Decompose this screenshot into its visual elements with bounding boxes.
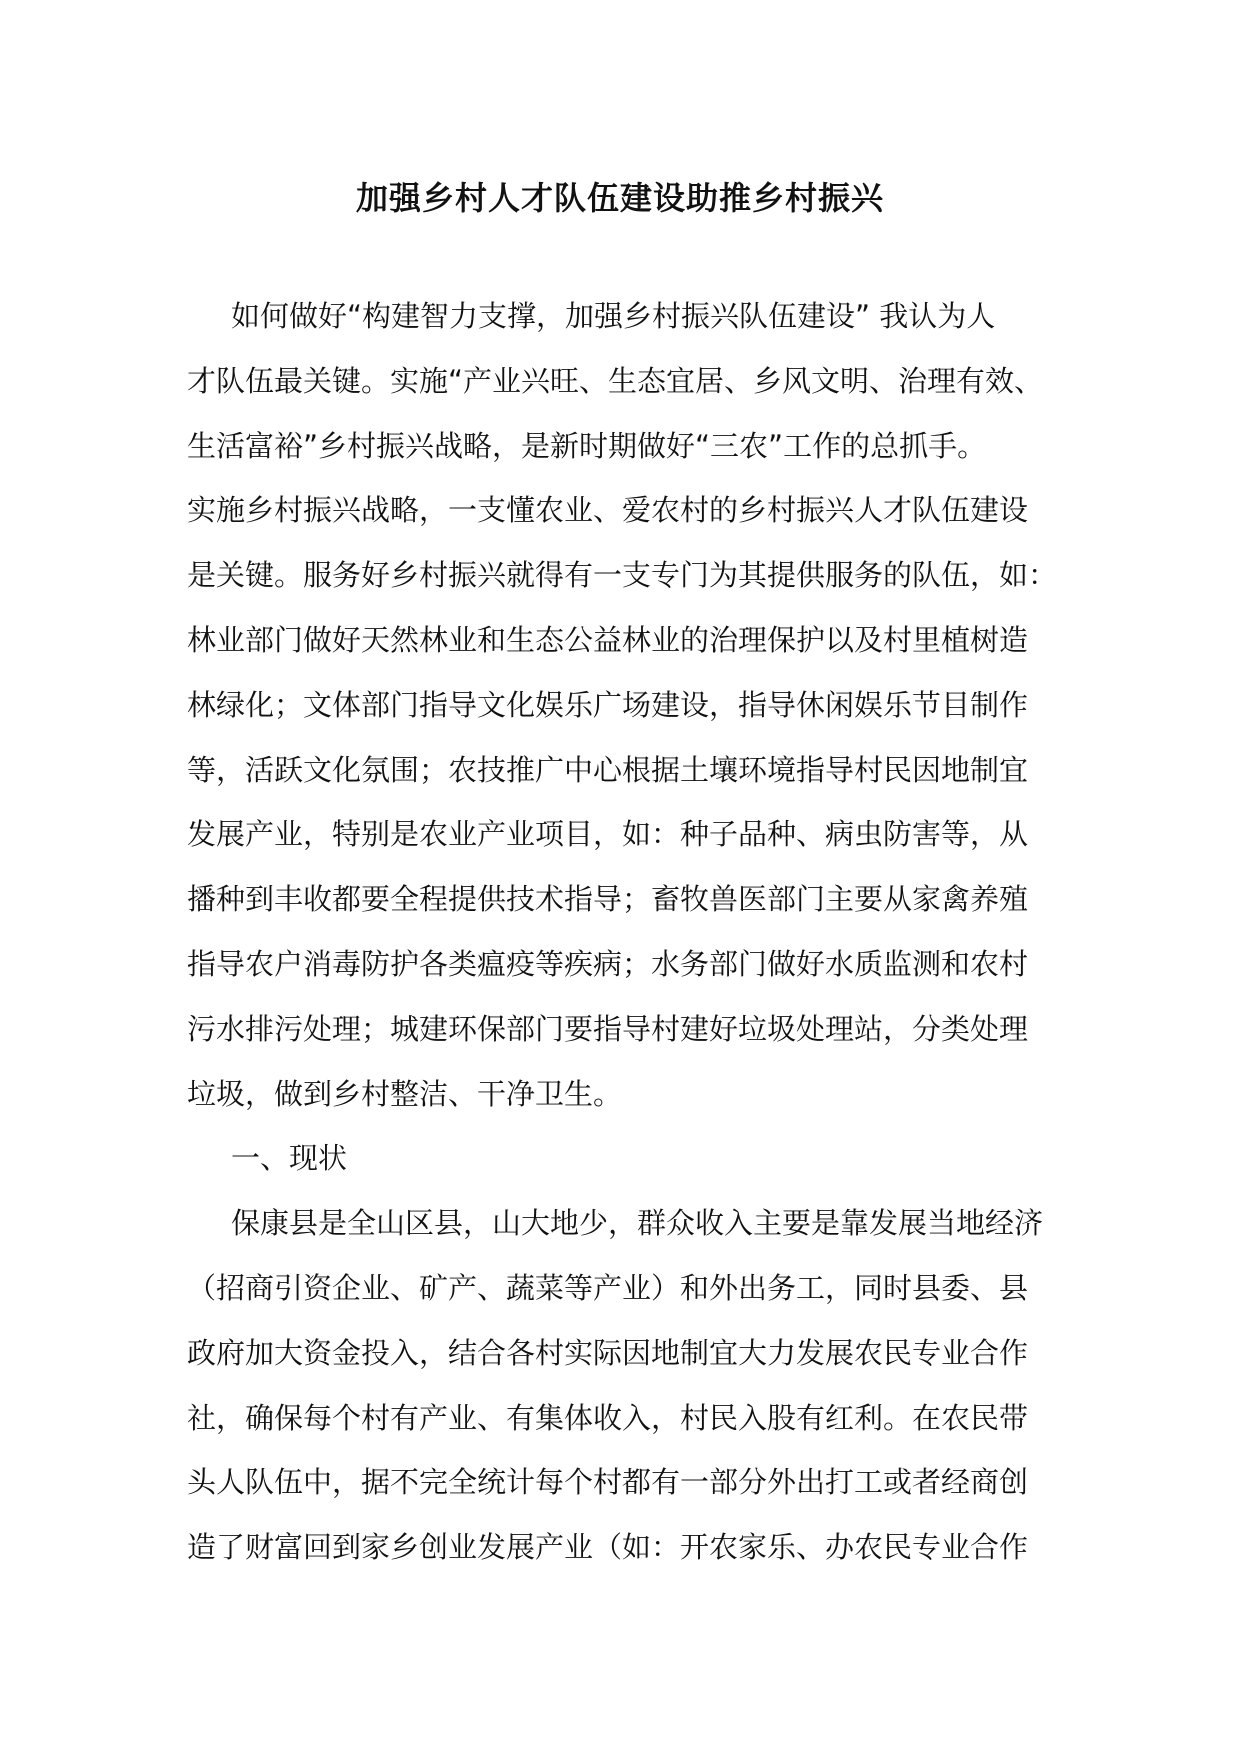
section-heading: 一、现状 bbox=[231, 1141, 348, 1176]
body-line: 如何做好“构建智力支撑，加强乡村振兴队伍建设” 我认为人 bbox=[231, 299, 996, 333]
document-title: 加强乡村人才队伍建设助推乡村振兴 bbox=[355, 179, 884, 217]
body-line: 发展产业，特别是农业产业项目，如：种子品种、病虫防害等，从 bbox=[187, 817, 1029, 852]
body-line: 污水排污处理；城建环保部门要指导村建好垃圾处理站，分类处理 bbox=[187, 1011, 1029, 1046]
document-body bbox=[187, 284, 1058, 1580]
body-line: 等，活跃文化氛围；农技推广中心根据土壤环境指导村民因地制宜 bbox=[187, 752, 1029, 787]
body-line: 头人队伍中，据不完全统计每个村都有一部分外出打工或者经商创 bbox=[187, 1465, 1029, 1500]
body-line: 指导农户消毒防护各类瘟疫等疾病；水务部门做好水质监测和农村 bbox=[187, 946, 1029, 981]
body-line: 保康县是全山区县，山大地少，群众收入主要是靠发展当地经济 bbox=[231, 1206, 1044, 1241]
body-line: 垃圾，做到乡村整洁、干净卫生。 bbox=[187, 1076, 623, 1111]
body-line: 造了财富回到家乡创业发展产业（如：开农家乐、办农民专业合作 bbox=[187, 1530, 1029, 1565]
body-line: 林绿化；文体部门指导文化娱乐广场建设，指导休闲娱乐节目制作 bbox=[187, 687, 1029, 722]
body-line: 是关键。服务好乡村振兴就得有一支专门为其提供服务的队伍，如： bbox=[187, 558, 1058, 593]
body-line: 播种到丰收都要全程提供技术指导；畜牧兽医部门主要从家禽养殖 bbox=[187, 882, 1029, 917]
body-line: （招商引资企业、矿产、蔬菜等产业）和外出务工，同时县委、县 bbox=[187, 1270, 1029, 1305]
body-line: 实施乡村振兴战略，一支懂农业、爱农村的乡村振兴人才队伍建设 bbox=[187, 493, 1029, 528]
body-line: 林业部门做好天然林业和生态公益林业的治理保护以及村里植树造 bbox=[187, 622, 1029, 657]
body-line: 才队伍最关键。实施“产业兴旺、生态宜居、乡风文明、治理有效、 bbox=[187, 363, 1044, 398]
body-line: 政府加大资金投入，结合各村实际因地制宜大力发展农民专业合作 bbox=[187, 1335, 1029, 1370]
body-line: 生活富裕”乡村振兴战略，是新时期做好“三农”工作的总抓手。 bbox=[187, 428, 987, 463]
body-line: 社，确保每个村有产业、有集体收入，村民入股有红利。在农民带 bbox=[187, 1400, 1029, 1435]
